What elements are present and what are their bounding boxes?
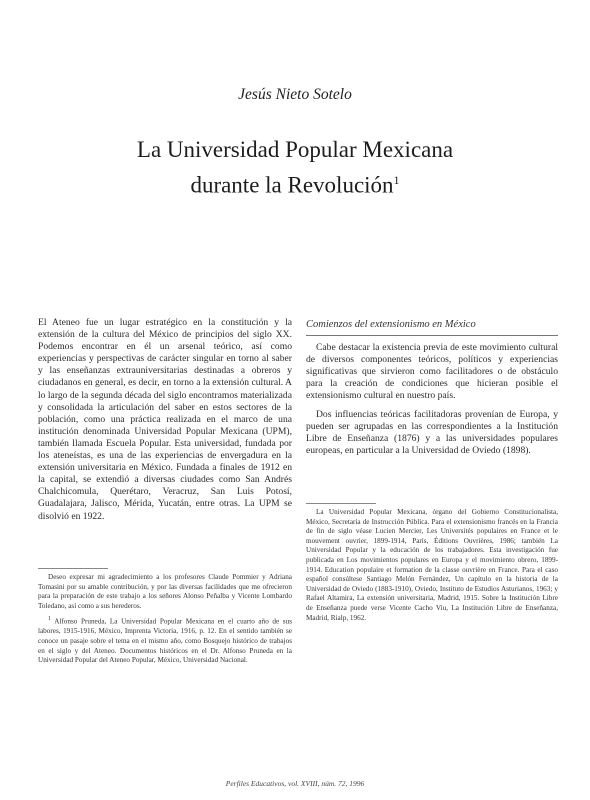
footnote-1	[38, 615, 292, 665]
footnote-rule-right	[306, 503, 376, 504]
acknowledgement-note: Deseo expresar mi agradecimiento a los profesores Claude Pommier y Adriana Tomasini por su amable contribución, y por las diversas facilidades que me ofrecieron para la preparación de este trabajo a los señores Alonso Peñalba y Vicente Lombardo Toledano, así como a sus herederos.	[38, 573, 292, 610]
left-column	[38, 317, 292, 529]
title-line-2	[0, 165, 590, 201]
article-title	[0, 134, 590, 201]
footnote-1-mark: 1	[48, 616, 51, 623]
footnote-rule-left	[38, 568, 108, 569]
left-footnotes	[38, 573, 292, 670]
right-column	[306, 317, 558, 463]
author-name: Jesús Nieto Sotelo	[238, 86, 352, 103]
footnote-1-text: Alfonso Pruneda, La Universidad Popular Mexicana en el cuarto año de sus labores, 1915-1916, México, Imprenta Victoria, 1916, p. 12. En el sentido también se conoce un pasaje sobre el tema en el mismo año, como Bosquejo histórico de trabajos en el siglo y del Ateneo. Documentos históricos en el Dr. Alfonso Pruneda en la Universidad Popular del Ateneo Popular, México, Universidad Nacional.	[38, 617, 292, 665]
intro-paragraph: El Ateneo fue un lugar estratégico en la constitución y la extensión de la cultura del México de principios del siglo XX. Podemos encontrar en él un arsenal teórico, así como experiencias y perspectivas de carácter singular en torno al saber y las enseñanzas extrauniversitarias destinadas a obreros y ciudadanos en general, es decir, en torno a la extensión cultural. A lo largo de la segunda década del siglo encontramos materializada y consolidada la articulación del saber en estos sectores de la población, como una práctica realizada en el marco de una institución denominada Universidad Popular Mexicana (UPM), también llamada Escuela Popular. Esta universidad, fundada por los ateneístas, es una de las experiencias de envergadura en la extensión universitaria en México. Fundada a finales de 1912 en la capital, se extendió a diversas ciudades como San Andrés Chalchicomula, Querétaro, Veracruz, San Luis Potosí, Guadalajara, Jalisco, Mérida, Yucatán, entre otras. La UPM se disolvió en 1922.	[38, 317, 292, 522]
right-footnotes	[306, 508, 558, 627]
section-heading: Comienzos del extensionismo en México	[306, 319, 558, 336]
right-paragraph-1: Cabe destacar la existencia previa de este movimiento cultural de diversos componentes teóricos, políticos y experiencias significativas que sirvieron como facilitadores o de obstáculo para la creación de condiciones que hicieran posible el extensionismo cultural en nuestro país.	[306, 342, 558, 402]
right-paragraph-2: Dos influencias teóricas facilitadoras provenían de Europa, y pueden ser agrupadas en las correspondientes a la Institución Libre de Enseñanza (1876) y a las universidades populares europeas, en particular a la Universidad de Oviedo (1898).	[306, 408, 558, 456]
title-line-1: La Universidad Popular Mexicana	[136, 137, 454, 162]
running-foot: Perfiles Educativos, vol. XVIII, núm. 72, 1996	[225, 779, 365, 788]
right-footnote-text: La Universidad Popular Mexicana, órgano del Gobierno Constitucionalista, México, Secretaría de Instrucción Pública. Para el extensionismo francés en la Francia de fin de siglo véase Lucien Mercier, Les Universités populaires en France et le mouvement ouvrier, 1899-1914, París, Éditions Ouvrières, 1986; también La Universidad Popular y la educación de los trabajadores. Esta investigación fue publicada en Los movimientos populares en Europa y el movimiento obrero, 1899-1914. Education populaire et formation de la classe ouvrière en France. Para el caso español consúltese Santiago Melón Fernández, Un capítulo en la historia de la Universidad de Oviedo (1883-1910), Oviedo, Instituto de Estudios Asturianos, 1963; y Rafael Altamira, La extensión universitaria, Madrid, 1915. Sobre la Institución Libre de Enseñanza puede verse Vicente Cacho Viu, La Institución Libre de Enseñanza, Madrid, Rialp, 1962.	[306, 508, 558, 622]
title-line-2-text: durante la Revolución	[190, 172, 394, 198]
title-footnote-mark: 1	[393, 173, 400, 187]
